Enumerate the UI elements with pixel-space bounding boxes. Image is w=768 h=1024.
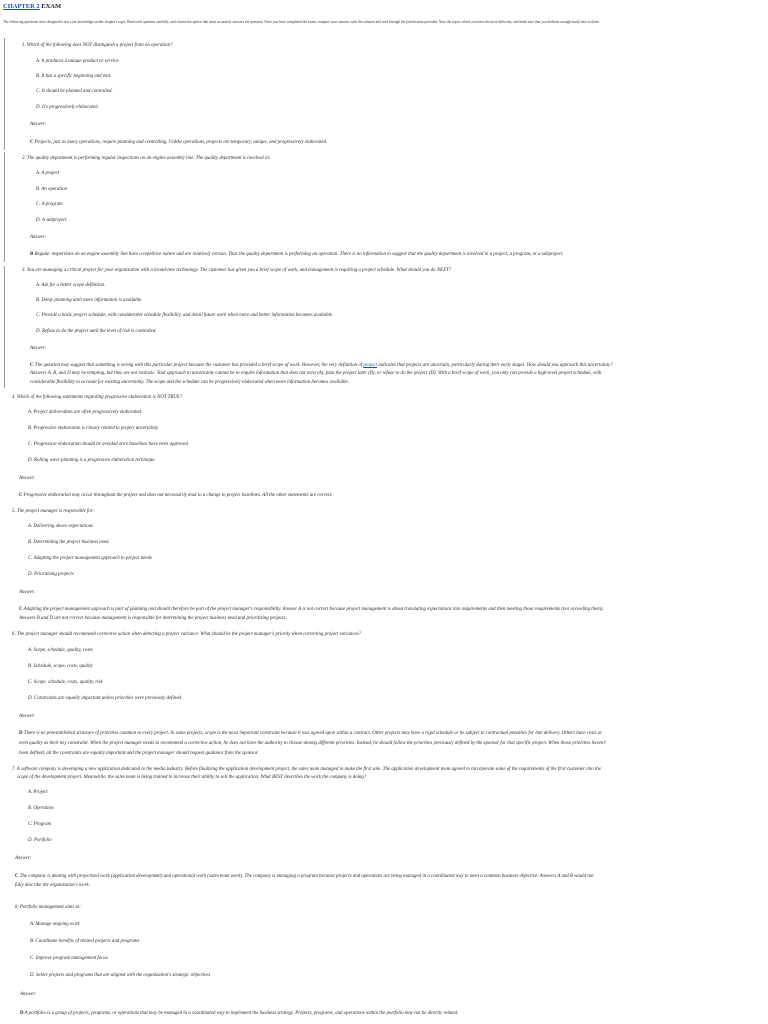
option-item[interactable]: A. Project <box>28 790 48 795</box>
option-item[interactable]: B. Coordinate benefits of related projects and programs <box>30 939 140 944</box>
answer-explanation: Answers B and D are not correct because management is responsible for determining the project business need and prioritizing projects. <box>19 616 287 621</box>
answer-explanation: Answers A, B, and D may be tempting, but they are not realistic. Your approach to uncertainty cannot be to require information that does not exist (A), plan the project later (B), or refuse to do the project (D). With a brief scope of work, you only can provide a high-level project schedule, with <box>30 371 602 376</box>
question-text: 5. The project manager is responsible for: <box>12 509 95 514</box>
answer-letter: C <box>19 607 23 612</box>
option-item[interactable]: A. Manage ongoing work <box>30 922 80 927</box>
option-item[interactable]: B. An operation <box>36 187 68 192</box>
answer-text: There is no preestablished structure of priorities common to every project. In some projects, scope is the most important constraint because it was agreed upon within a contract. Other projects may have a rigid schedule or be subject to contractual penalties for late delivery. Others have costs or <box>22 731 603 736</box>
option-item[interactable]: A. Scope, schedule, quality, costs <box>28 648 93 653</box>
answer-label: Answer: <box>15 856 32 861</box>
question-text: 7. A software company is developing a new application dedicated to the media industry. Before finalizing the application development project, the sales team managed to make the first sale. The application development team agreed to incorporate some of the requirements of the first customer into the <box>12 767 601 772</box>
answer-label: Answer: <box>19 714 36 719</box>
option-item[interactable]: D. A subproject <box>36 218 67 223</box>
option-item[interactable]: C. It should be planned and controlled. <box>36 89 113 94</box>
answer-explanation <box>15 874 594 879</box>
answer-text: Projects, just as many operations, require planning and controlling. Unlike operations, projects are temporary, unique, and progressively elaborated. <box>33 140 328 145</box>
question-text: scope of the development project. Meanwhile, the sales team is being trained to increase their ability to sell the application. What BEST describes the work the company is doing? <box>17 775 367 780</box>
question-text: 6. The project manager should recommend corrective action when detecting a project variance. What should be the project manager's priority when correcting project variances? <box>12 632 361 637</box>
answer-explanation <box>20 1011 458 1016</box>
answer-explanation: even quality as their key constraint. When the project manager needs to recommend a corrective action, he does not have the authority to choose among different priorities. Instead, he should follow the priorities previously defined by the sponsor for that specific project. When those priorities haven't <box>19 741 606 746</box>
intro-text: The following questions were designed to test your knowledge on this chapter's topic. Read each question carefully, and choose the option that most accurately answers the question. Once you have completed the exam, compare your answers with the solution and read through the justification provided. Note the topics where you have the most difficulty, and make sure that you dedicate enough study time to them. <box>3 20 600 24</box>
option-item[interactable]: D. Constraints are equally important unless priorities were previously defined. <box>28 696 183 701</box>
page-title <box>3 3 61 10</box>
option-item[interactable]: B. Schedule, scope, costs, quality <box>28 664 93 669</box>
answer-explanation: been defined, all the constraints are equally important and the project manager should request guidance from the sponsor. <box>19 751 259 756</box>
option-item[interactable]: B. Progressive elaboration is closely related to project uncertainty. <box>28 426 160 431</box>
option-item[interactable]: A. It produces a unique product or service. <box>36 59 120 64</box>
option-item[interactable]: D. Portfolio <box>28 838 52 843</box>
answer-text: The question may suggest that something is wrong with this particular project because the customer has provided a brief scope of work. However, the very definition of <box>33 363 364 368</box>
answer-label: Answer: <box>20 992 37 997</box>
option-item[interactable]: B. Determining the project business need <box>28 540 109 545</box>
option-item[interactable]: B. It has a specific beginning and end. <box>36 74 112 79</box>
option-item[interactable]: D. Rolling wave planning is a progressive elaboration technique. <box>28 458 156 463</box>
option-item[interactable]: B. Delay planning until more information is available. <box>36 298 143 303</box>
answer-label: Answer: <box>19 590 36 595</box>
answer-explanation <box>19 493 333 498</box>
answer-explanation <box>30 363 613 368</box>
option-item[interactable]: C. Provide a basic project schedule, with considerable schedule flexibility, and detail future work when more and better information becomes available. <box>36 313 334 318</box>
answer-letter: D <box>19 731 23 736</box>
option-item[interactable]: A. A project <box>36 171 60 176</box>
answer-explanation <box>19 731 602 736</box>
answer-letter: D <box>20 1011 24 1016</box>
answer-label: Answer: <box>30 122 47 127</box>
answer-letter: C <box>15 874 19 879</box>
question-text: 2. The quality department is performing regular inspections on an engine assembly line. The quality department is involved in: <box>22 156 271 161</box>
option-item[interactable]: D. Select projects and programs that are aligned with the organization's strategic objectives <box>30 973 211 978</box>
answer-text: indicates that projects are uncertain, particularly during their early stages. How should you approach this uncertainty? <box>377 363 613 368</box>
option-item[interactable]: A. Delivering above expectations <box>28 524 93 529</box>
option-item[interactable]: A. Ask for a better scope definition. <box>36 283 106 288</box>
margin-bar <box>4 38 5 150</box>
option-item[interactable]: B. Operation <box>28 806 54 811</box>
option-item[interactable]: D. Refuse to do the project until the level of risk is controlled. <box>36 329 157 334</box>
answer-explanation: fully describe the organization's work. <box>15 883 90 888</box>
answer-letter: C <box>30 140 34 145</box>
answer-text: A portfolio is a group of projects, programs, or operations that may be managed in a coordinated way to implement the business strategy. Projects, programs, and operations within the portfolio may not be directly related. <box>23 1011 459 1016</box>
margin-bar <box>4 152 5 262</box>
option-item[interactable]: A. Project deliverables are often progressively elaborated. <box>28 410 143 415</box>
option-item[interactable]: C. Adapting the project management approach to project needs <box>28 556 152 561</box>
answer-explanation <box>19 607 604 612</box>
chapter-link[interactable]: CHAPTER 2 <box>3 3 40 10</box>
question-text: 3. You are managing a critical project for your organization with a brand-new technology. The customer has given you a brief scope of work, and management is requiring a project schedule. What should you do NEXT? <box>22 268 452 273</box>
answer-letter: C <box>30 363 34 368</box>
question-text: 4. Which of the following statements regarding progressive elaboration is NOT TRUE? <box>12 395 183 400</box>
question-text: 1. Which of the following does NOT distinguish a project from an operation? <box>22 43 173 48</box>
answer-text: The company is dealing with projectised work (application development) and operational work (sales team work). The company is managing a program because projects and operations are being managed in a coordinated way to meet a common business objective. Answers A and B would not <box>18 874 594 879</box>
option-item[interactable]: D. Prioritizing projects <box>28 572 74 577</box>
answer-text: Progressive elaboration may occur throughout the project and does not necessarily lead to a change to project baselines. All the other statements are correct. <box>22 493 333 498</box>
answer-text: Regular inspections on an engine assembly line have a repetitive nature and are relatively certain. Thus the quality department is performing an operation. There is no information to suggest that the quality department is involved in a project, a program, or a subproject. <box>33 252 564 257</box>
option-item[interactable]: C. A program <box>36 202 63 207</box>
option-item[interactable]: C. Scope, schedule, costs, quality, risk <box>28 680 103 685</box>
option-item[interactable]: D. It's progressively elaborated. <box>36 105 99 110</box>
answer-letter: C <box>19 493 23 498</box>
option-item[interactable]: C. Program <box>28 822 52 827</box>
answer-explanation <box>30 252 563 257</box>
answer-letter: B <box>30 252 34 257</box>
question-text: 8. Portfolio management aims to: <box>15 905 81 910</box>
answer-label: Answer: <box>30 235 47 240</box>
exam-label: EXAM <box>39 3 62 10</box>
option-item[interactable]: C. Improve program management focus <box>30 956 108 961</box>
option-item[interactable]: C. Progressive elaboration should be avoided once baselines have been approved. <box>28 442 190 447</box>
answer-explanation: considerable flexibility to account for existing uncertainty. The scope and the schedule can be progressively elaborated when more information becomes available. <box>30 380 349 385</box>
answer-label: Answer: <box>19 476 36 481</box>
answer-explanation <box>30 140 327 145</box>
answer-text: Adapting the project management approach is part of planning and should therefore be part of the project manager's responsibility. Answer A is not correct because project management is about translating expectations into requirements and then meeting those requirements (not exceeding them). <box>22 607 604 612</box>
definition-link[interactable]: project <box>363 363 378 368</box>
margin-bar <box>4 266 5 388</box>
answer-label: Answer: <box>30 346 47 351</box>
